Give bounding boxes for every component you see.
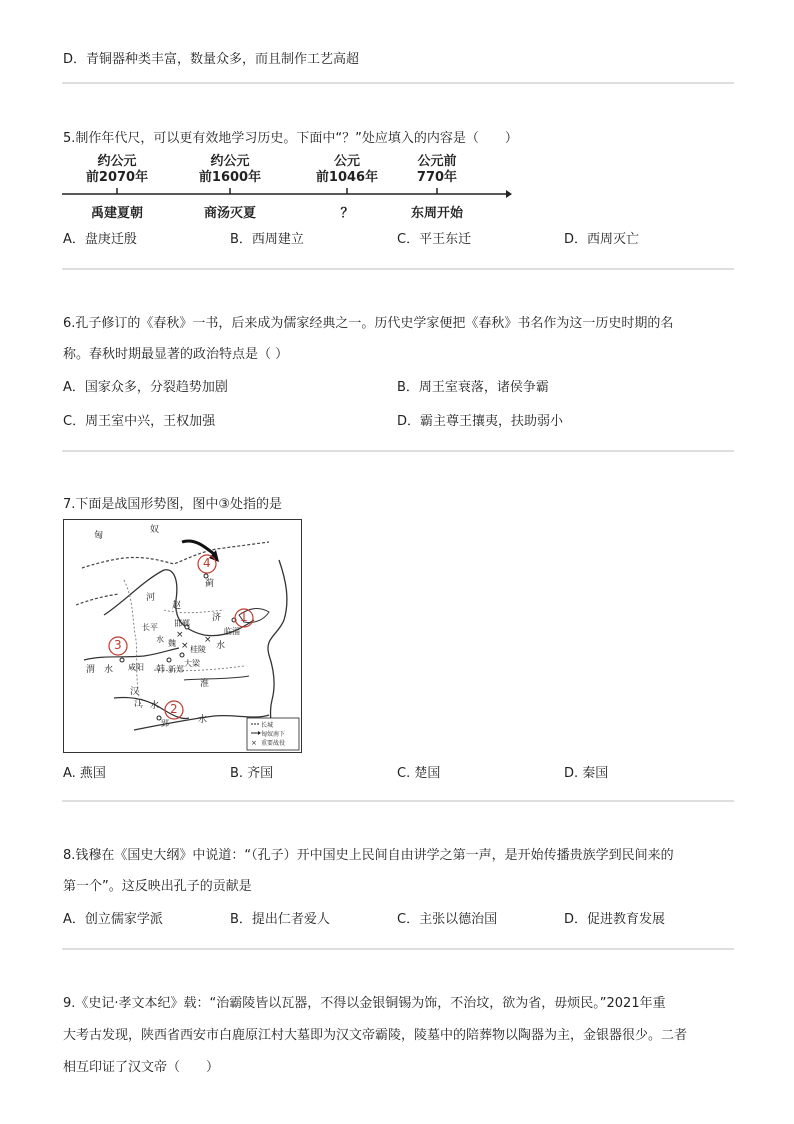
divider bbox=[62, 800, 734, 802]
map-label-shui-1: 水 bbox=[156, 635, 164, 644]
q5-timeline bbox=[60, 150, 520, 220]
timeline-date-3b: 前1046年 bbox=[315, 170, 379, 185]
warring-states-map bbox=[63, 519, 302, 753]
q5-option-a[interactable]: A．盘庚迁殷 bbox=[63, 232, 137, 247]
legend-battle-label: 重要战役 bbox=[261, 740, 286, 747]
q6-stem-line2: 称。春秋时期最显著的政治特点是（ ） bbox=[63, 347, 289, 362]
map-label-hanjiang-2: 江 bbox=[134, 699, 144, 709]
q8-option-a[interactable]: A．创立儒家学派 bbox=[63, 912, 163, 927]
q5-option-b[interactable]: B．西周建立 bbox=[230, 232, 304, 247]
map-label-shui-2: 水 bbox=[216, 641, 226, 651]
map-label-linzi: 临淄 bbox=[224, 627, 240, 636]
great-wall-north bbox=[82, 542, 269, 568]
map-label-guiling: 桂陵 bbox=[190, 645, 206, 654]
map-label-ying: 郢 bbox=[161, 719, 169, 728]
q9-stem-line3: 相互印证了汉文帝（ ） bbox=[63, 1060, 220, 1075]
map-graphic bbox=[64, 520, 301, 752]
q7-option-b[interactable]: B. 齐国 bbox=[230, 766, 274, 781]
battle-mark-changping: × bbox=[176, 630, 184, 640]
timeline-event-3: ？ bbox=[340, 206, 354, 221]
divider bbox=[62, 450, 734, 452]
map-label-hanjiang-3: 水 bbox=[150, 701, 160, 711]
map-label-xianyang: 咸阳 bbox=[128, 663, 144, 672]
map-label-wei: 魏 bbox=[168, 639, 176, 648]
q6-option-a[interactable]: A．国家众多，分裂趋势加剧 bbox=[63, 380, 228, 395]
q9-stem-line2: 大考古发现，陕西省西安市白鹿原江村大墓即为汉文帝霸陵，陵墓中的陪葬物以陶器为主，金银器很少。二者 bbox=[63, 1028, 688, 1043]
timeline-date-3a: 公元 bbox=[333, 154, 360, 169]
q9-stem-line1: 9.《史记·孝文本纪》载：“治霸陵皆以瓦器，不得以金银铜锡为饰，不治坟，欲为省，毋烦民。”2021年重 bbox=[63, 996, 666, 1011]
wei-river bbox=[84, 648, 179, 660]
legend-wall-label: 长城 bbox=[261, 722, 274, 729]
battle-mark-maling: × bbox=[204, 635, 212, 645]
map-label-wei-shui: 水 bbox=[104, 665, 114, 675]
timeline-date-1b: 前2070年 bbox=[85, 170, 149, 185]
map-label-ji: 济 bbox=[212, 613, 222, 623]
q8-option-d[interactable]: D．促进教育发展 bbox=[564, 912, 666, 927]
q7-option-a[interactable]: A. 燕国 bbox=[63, 766, 106, 781]
q8-option-c[interactable]: C．主张以德治国 bbox=[397, 912, 498, 927]
city-zheng bbox=[167, 658, 171, 662]
map-label-zhao: 赵 bbox=[172, 601, 182, 611]
timeline-event-1: 禹建夏朝 bbox=[90, 206, 143, 221]
huai-river bbox=[184, 676, 249, 680]
q8-stem-line1: 8.钱穆在《国史大纲》中说道：“（孔子）开中国史上民间自由讲学之第一声，是开始传播贵族学到民间来的 bbox=[63, 848, 674, 863]
city-xianyang bbox=[120, 658, 124, 662]
q8-stem-line2: 第一个”。这反映出孔子的贡献是 bbox=[63, 879, 252, 894]
battle-mark-guiling: × bbox=[181, 641, 189, 651]
q5-option-d[interactable]: D．西周灭亡 bbox=[564, 232, 640, 247]
map-marker-4: 4 bbox=[203, 556, 211, 570]
timeline-date-1a: 约公元 bbox=[97, 154, 137, 169]
city-daliang bbox=[180, 653, 184, 657]
map-marker-3: 3 bbox=[114, 638, 122, 652]
q4-option-d: D．青铜器种类丰富，数量众多，而且制作工艺高超 bbox=[63, 52, 360, 67]
divider bbox=[62, 82, 734, 84]
map-label-he: 河 bbox=[146, 593, 156, 603]
map-label-wei-river: 渭 bbox=[86, 665, 96, 675]
q7-stem: 7.下面是战国形势图，图中③处指的是 bbox=[63, 497, 283, 512]
timeline-date-2b: 前1600年 bbox=[198, 170, 262, 185]
map-label-ji-city: 蓟 bbox=[205, 579, 215, 589]
map-label-daliang: 大梁 bbox=[184, 659, 200, 668]
map-marker-1: 1 bbox=[240, 610, 248, 624]
q6-option-b[interactable]: B．周王室衰落，诸侯争霸 bbox=[397, 380, 549, 395]
map-marker-2: 2 bbox=[170, 702, 178, 716]
great-wall-west bbox=[76, 594, 119, 605]
timeline-event-2: 商汤灭夏 bbox=[203, 206, 256, 221]
map-label-zheng: 新郑 bbox=[168, 665, 184, 674]
map-label-handan: 邯郸 bbox=[174, 619, 190, 628]
map-label-hanjiang-1: 汉 bbox=[130, 687, 140, 697]
q5-option-c[interactable]: C．平王东迁 bbox=[397, 232, 472, 247]
map-label-xiongnu-2: 奴 bbox=[150, 525, 160, 535]
timeline-date-4a: 公元前 bbox=[417, 154, 457, 169]
divider bbox=[62, 948, 734, 950]
map-label-huai: 淮 bbox=[200, 679, 210, 689]
map-label-jiang-shui: 水 bbox=[198, 715, 208, 725]
timeline-date-2a: 约公元 bbox=[210, 154, 250, 169]
map-label-han: 韩 bbox=[156, 665, 166, 675]
map-label-xiongnu-1: 匈 bbox=[94, 531, 104, 541]
xiongnu-arrow bbox=[182, 541, 214, 554]
q7-option-d[interactable]: D. 秦国 bbox=[564, 766, 609, 781]
q8-option-b[interactable]: B．提出仁者爱人 bbox=[230, 912, 330, 927]
timeline-event-4: 东周开始 bbox=[410, 206, 463, 221]
map-label-changping: 长平 bbox=[142, 623, 158, 632]
timeline-date-4b: 770年 bbox=[416, 170, 458, 185]
legend-arrow-label: 匈奴南下 bbox=[261, 731, 286, 738]
q5-stem: 5.制作年代尺，可以更有效地学习历史。下面中“？”处应填入的内容是（ ） bbox=[63, 131, 518, 146]
q6-stem-line1: 6.孔子修订的《春秋》一书，后来成为儒家经典之一。历代史学家便把《春秋》书名作为这一历史时期的名 bbox=[63, 316, 674, 331]
q6-option-c[interactable]: C．周王室中兴，王权加强 bbox=[63, 414, 216, 429]
legend-battle-symbol: × bbox=[251, 739, 257, 747]
q7-option-c[interactable]: C. 楚国 bbox=[397, 766, 441, 781]
q6-option-d[interactable]: D．霸主尊王攘夷，扶助弱小 bbox=[397, 414, 564, 429]
divider bbox=[62, 268, 734, 270]
